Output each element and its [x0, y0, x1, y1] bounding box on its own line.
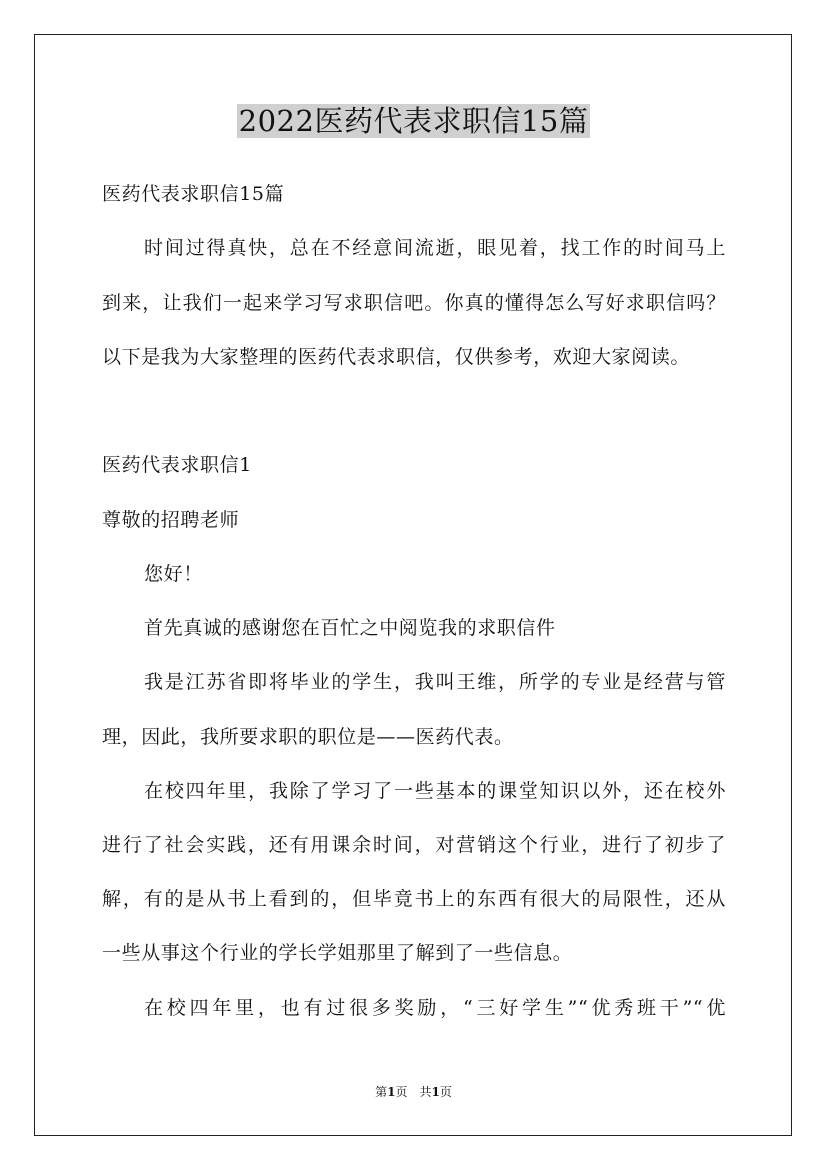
greeting: 您好！	[144, 563, 203, 585]
footer-page-total: 1	[431, 1085, 440, 1099]
intro-line-2: 到来，让我们一起来学习写求职信吧。你真的懂得怎么写好求职信吗？	[102, 292, 726, 314]
page-footer	[0, 1084, 827, 1100]
paragraph-4-line-1: 在校四年里，也有过很多奖励，“三好学生”“优秀班干”“优	[144, 997, 726, 1019]
paragraph-1: 首先真诚的感谢您在百忙之中阅览我的求职信件	[144, 617, 556, 639]
document-title-wrap	[0, 101, 827, 141]
intro-line-3: 以下是我为大家整理的医药代表求职信，仅供参考，欢迎大家阅读。	[102, 346, 691, 368]
paragraph-3-line-1: 在校四年里，我除了学习了一些基本的课堂知识以外，还在校外	[144, 780, 726, 802]
document-title: 2022医药代表求职信15篇	[238, 104, 589, 138]
paragraph-2-line-2: 理，因此，我所要求职的职位是——医药代表。	[102, 726, 514, 748]
footer-page-current: 1	[387, 1085, 396, 1099]
paragraph-3-line-2: 进行了社会实践，还有用课余时间，对营销这个行业，进行了初步了	[102, 834, 726, 856]
subtitle: 医药代表求职信15篇	[102, 183, 285, 205]
paragraph-3-line-4: 一些从事这个行业的学长学姐那里了解到了一些信息。	[102, 942, 573, 964]
paragraph-3-line-3: 解，有的是从书上看到的，但毕竟书上的东西有很大的局限性，还从	[102, 888, 726, 910]
letter-heading: 医药代表求职信1	[102, 454, 252, 476]
footer-prefix: 第	[375, 1085, 388, 1099]
paragraph-2-line-1: 我是江苏省即将毕业的学生，我叫王维，所学的专业是经营与管	[144, 671, 726, 693]
salutation: 尊敬的招聘老师	[102, 509, 240, 531]
intro-line-1: 时间过得真快，总在不经意间流逝，眼见着，找工作的时间马上	[144, 237, 726, 259]
footer-mid: 页 共	[395, 1085, 432, 1099]
footer-suffix: 页	[439, 1085, 452, 1099]
